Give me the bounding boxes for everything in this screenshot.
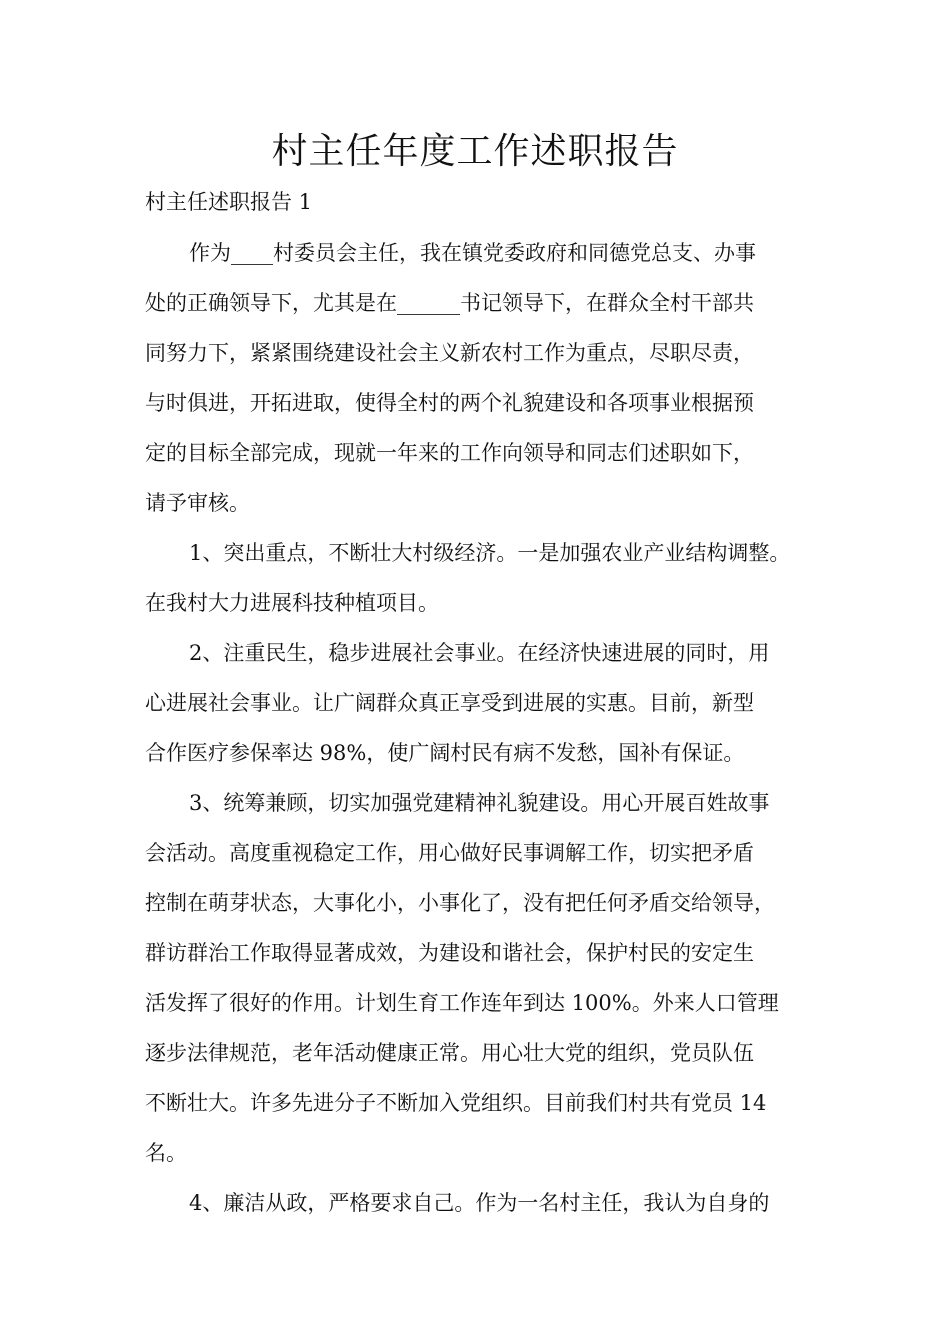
paragraph-line: 作为____村委员会主任，我在镇党委政府和同德党总支、办事 bbox=[189, 241, 756, 265]
paragraph-line: 控制在萌芽状态，大事化小，小事化了，没有把任何矛盾交给领导， bbox=[145, 891, 775, 915]
paragraph-line: 逐步法律规范，老年活动健康正常。用心壮大党的组织，党员队伍 bbox=[145, 1041, 754, 1065]
paragraph-line: 活发挥了很好的作用。计划生育工作连年到达 100%。外来人口管理 bbox=[145, 991, 779, 1015]
paragraph-line: 同努力下，紧紧围绕建设社会主义新农村工作为重点，尽职尽责， bbox=[145, 341, 754, 365]
paragraph-line: 2、注重民生，稳步进展社会事业。在经济快速进展的同时，用 bbox=[189, 641, 770, 665]
paragraph-line: 合作医疗参保率达 98%，使广阔村民有病不发愁，国补有保证。 bbox=[145, 741, 745, 765]
document-title: 村主任年度工作述职报告 bbox=[271, 131, 679, 172]
paragraph-line: 与时俱进，开拓进取，使得全村的两个礼貌建设和各项事业根据预 bbox=[145, 391, 754, 415]
paragraph-line: 4、廉洁从政，严格要求自己。作为一名村主任，我认为自身的 bbox=[189, 1191, 770, 1215]
paragraph-line: 名。 bbox=[145, 1141, 187, 1165]
document-subtitle: 村主任述职报告 1 bbox=[145, 190, 313, 214]
paragraph-line: 定的目标全部完成，现就一年来的工作向领导和同志们述职如下， bbox=[145, 441, 754, 465]
paragraph-line: 群访群治工作取得显著成效，为建设和谐社会，保护村民的安定生 bbox=[145, 941, 754, 965]
paragraph-line: 会活动。高度重视稳定工作，用心做好民事调解工作，切实把矛盾 bbox=[145, 841, 754, 865]
paragraph-line: 请予审核。 bbox=[145, 491, 250, 515]
paragraph-line: 处的正确领导下，尤其是在______书记领导下，在群众全村干部共 bbox=[145, 291, 754, 315]
paragraph-line: 不断壮大。许多先进分子不断加入党组织。目前我们村共有党员 14 bbox=[145, 1091, 767, 1115]
paragraph-line: 3、统筹兼顾，切实加强党建精神礼貌建设。用心开展百姓故事 bbox=[189, 791, 770, 815]
paragraph-line: 1、突出重点，不断壮大村级经济。一是加强农业产业结构调整。 bbox=[189, 541, 791, 565]
paragraph-line: 心进展社会事业。让广阔群众真正享受到进展的实惠。目前，新型 bbox=[145, 691, 754, 715]
paragraph-line: 在我村大力进展科技种植项目。 bbox=[145, 591, 439, 615]
